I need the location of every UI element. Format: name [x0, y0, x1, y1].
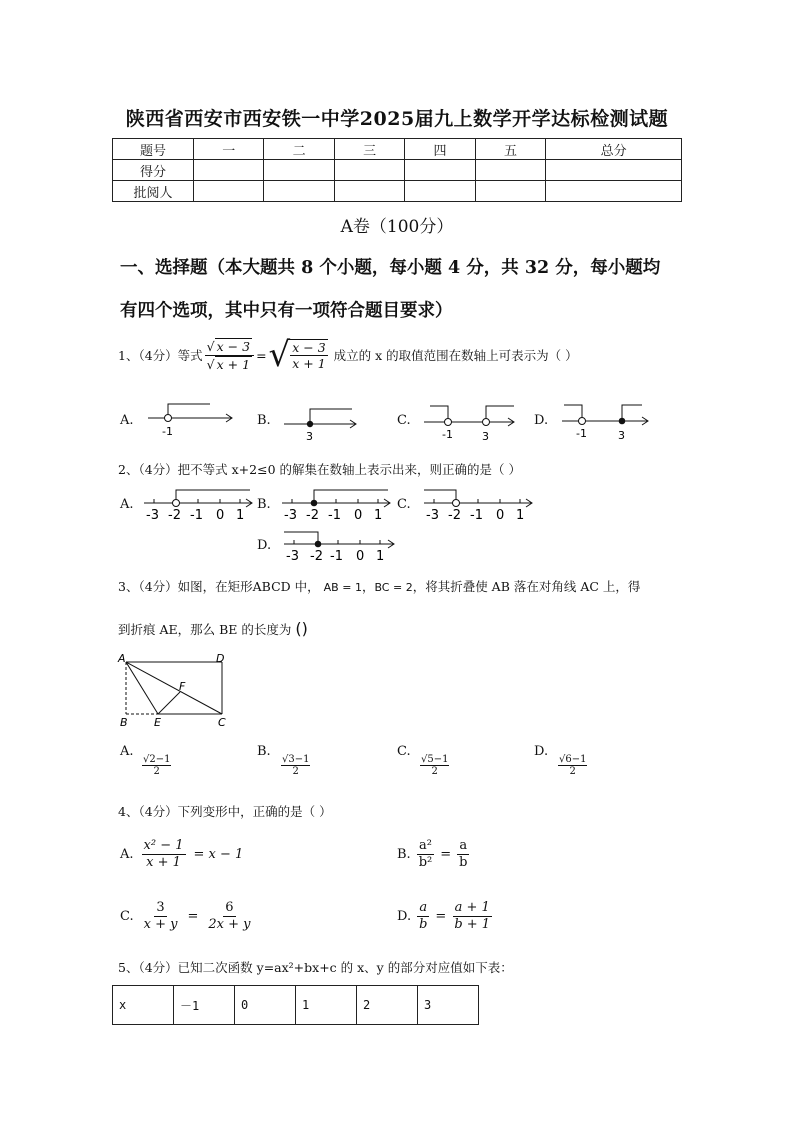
q2-number-line-a	[140, 485, 260, 525]
frac-numerator: √3−1	[282, 754, 310, 765]
q4-option-b-letter: B.	[397, 847, 411, 863]
q1-option-c[interactable]: C.	[397, 413, 411, 428]
q2-option-b[interactable]: B.	[257, 497, 271, 512]
q1-rhs-fraction	[290, 339, 327, 372]
q3-answer-parens: ()	[295, 619, 308, 638]
q2-option-a[interactable]: A.	[120, 497, 134, 512]
question-2: 2、（4分）把不等式 x+2≤0 的解集在数轴上表示出来，则正确的是（ ）	[118, 462, 521, 477]
question-5: 5、（4分）已知二次函数 y=ax²+bx+c 的 x、y 的部分对应值如下表：	[118, 960, 513, 975]
q3-option-a[interactable]	[120, 744, 134, 759]
tick-label: -2	[448, 508, 461, 523]
section-a-heading: A卷（100分）	[340, 217, 454, 237]
q3-option-b-value	[281, 754, 310, 777]
frac-numerator: a + 1	[453, 900, 492, 917]
table-cell: 2	[357, 986, 418, 1025]
table-cell[interactable]	[475, 160, 545, 181]
frac-numerator: √5−1	[421, 754, 449, 765]
frac-denominator: 2	[431, 766, 438, 777]
question-1: 1、（4分）等式 $\frac{√ x - 3}{√ x + 1}$ = √ $\frac{x - 3}{x + 1}$ 成立的 x 的取值范围在数轴上可表示为（ ）	[118, 335, 578, 376]
q1-lhs-fraction: $\frac{√ x - 3}{√ x + 1}$	[205, 338, 254, 372]
frac-numerator: a²	[417, 838, 434, 855]
table-cell: 一	[194, 139, 264, 160]
vertex-label: F	[179, 680, 186, 693]
tick-label: 3	[618, 429, 625, 442]
q2-number-line-b	[278, 485, 398, 525]
table-row	[113, 160, 682, 181]
frac-denominator: b	[459, 855, 468, 871]
table-cell: 三	[334, 139, 404, 160]
q4-c-rhs-fraction	[206, 900, 252, 934]
tick-label: -3	[284, 508, 297, 523]
q3-eq2: BC = 2	[374, 581, 413, 594]
table-cell[interactable]	[334, 160, 404, 181]
frac-numerator: 6	[223, 900, 235, 917]
q2-option-c[interactable]: C.	[397, 497, 411, 512]
q4-option-c[interactable]	[120, 900, 252, 934]
part1-heading: 一、选择题（本大题共 8 个小题，每小题 4 分，共 32 分，每小题均	[120, 258, 661, 278]
equals-sign: =	[435, 909, 447, 925]
q4-option-a[interactable]	[120, 838, 243, 872]
q4-a-fraction	[142, 838, 186, 872]
q4-d-rhs-fraction	[452, 900, 492, 934]
table-cell: 得分	[113, 160, 194, 181]
q3-option-b[interactable]	[257, 744, 271, 759]
tick-label: 1	[376, 549, 385, 564]
frac-numerator: √6−1	[559, 754, 587, 765]
q1-option-a[interactable]: A.	[120, 413, 134, 428]
q1-number-line-d	[558, 400, 653, 444]
tick-label: -1	[470, 508, 483, 523]
q4-option-d-letter: D.	[397, 909, 412, 925]
q4-d-fraction	[417, 900, 429, 934]
q3-text-c: 到折痕 AE，那么 BE 的长度为	[118, 622, 292, 637]
q2-option-d[interactable]: D.	[257, 538, 272, 553]
tick-label: 0	[354, 508, 363, 523]
q3-option-a-letter: A.	[120, 744, 134, 759]
q1-suffix: 成立的 x 的取值范围在数轴上可表示为（ ）	[333, 348, 578, 364]
tick-label: -1	[190, 508, 203, 523]
tick-label: -1	[576, 427, 587, 440]
frac-denominator: 2x + y	[208, 917, 251, 933]
q3-option-d[interactable]	[534, 744, 548, 759]
exam-title: 陕西省西安市西安铁一中学2025届九上数学开学达标检测试题	[125, 108, 669, 130]
score-table	[112, 138, 682, 202]
frac-denominator: b	[419, 917, 428, 933]
q4-b-fraction	[417, 838, 435, 872]
tick-label: -3	[146, 508, 159, 523]
tick-label: -1	[328, 508, 341, 523]
tick-label: -1	[442, 428, 453, 441]
frac-numerator: a	[457, 838, 469, 855]
tick-label: -2	[306, 508, 319, 523]
q4-c-fraction	[142, 900, 180, 934]
table-cell: 0	[235, 986, 296, 1025]
q3-option-a-value	[142, 754, 171, 777]
table-cell: 总分	[546, 139, 682, 160]
table-cell[interactable]	[194, 181, 264, 202]
tick-label: 0	[216, 508, 225, 523]
table-cell: －1	[174, 986, 235, 1025]
q1-option-b[interactable]: B.	[257, 413, 271, 428]
part1-heading-cont: 有四个选项，其中只有一项符合题目要求）	[120, 301, 453, 321]
question-4: 4、（4分）下列变形中，正确的是（ ）	[118, 804, 332, 819]
rectangle-figure	[116, 652, 236, 732]
table-cell: 五	[475, 139, 545, 160]
frac-denominator: b²	[418, 855, 433, 871]
tick-label: 1	[236, 508, 245, 523]
table-cell: 题号	[113, 139, 194, 160]
q1-number-line-c	[420, 400, 520, 444]
table-row	[113, 181, 682, 202]
q1-prefix: 1、（4分）等式	[118, 348, 203, 364]
table-cell: x	[113, 986, 174, 1025]
q1-number-line-b	[280, 400, 365, 444]
tick-label: 0	[496, 508, 505, 523]
tick-label: -2	[168, 508, 181, 523]
table-cell: 3	[418, 986, 479, 1025]
q5-value-table	[112, 985, 479, 1025]
q4-a-rhs: = x − 1	[193, 847, 244, 863]
table-cell[interactable]	[264, 160, 334, 181]
table-cell: 批阅人	[113, 181, 194, 202]
tick-label: 3	[306, 430, 313, 443]
q2-number-line-d	[280, 526, 400, 566]
tick-label: -3	[286, 549, 299, 564]
frac-numerator: x² − 1	[142, 838, 186, 855]
table-cell[interactable]	[334, 181, 404, 202]
frac-numerator: √2−1	[143, 754, 171, 765]
tick-label: 0	[356, 549, 365, 564]
frac-denominator: 2	[292, 766, 299, 777]
q3-text-b: ，将其折叠使 AB 落在对角线 AC 上，得	[412, 579, 641, 594]
q1-rhs-den: x + 1	[292, 356, 326, 372]
table-cell[interactable]	[475, 181, 545, 202]
frac-denominator: 2	[153, 766, 160, 777]
q4-option-b[interactable]	[397, 838, 469, 872]
table-cell: 四	[405, 139, 475, 160]
q3-option-b-letter: B.	[257, 744, 271, 759]
frac-numerator: a	[417, 900, 429, 917]
q3-option-c-letter: C.	[397, 744, 411, 759]
q3-option-c-value	[420, 754, 449, 777]
vertex-label: D	[216, 652, 225, 665]
q1-option-d[interactable]: D.	[534, 413, 549, 428]
q1-rhs-num: x − 3	[292, 339, 326, 355]
frac-denominator: x + y	[143, 917, 178, 933]
table-cell: 二	[264, 139, 334, 160]
question-3-cont	[118, 619, 308, 638]
q1-lhs-den: x + 1	[216, 356, 251, 372]
table-cell[interactable]	[194, 160, 264, 181]
q4-option-c-letter: C.	[120, 909, 134, 925]
frac-denominator: x + 1	[146, 855, 181, 871]
vertex-label: A	[118, 652, 126, 665]
tick-label: -2	[310, 549, 323, 564]
frac-denominator: b + 1	[454, 917, 491, 933]
vertex-label: B	[120, 716, 128, 729]
vertex-label: E	[154, 716, 161, 729]
q3-option-d-letter: D.	[534, 744, 549, 759]
q1-number-line-a	[144, 400, 239, 440]
q1-lhs-num: x − 3	[216, 339, 251, 354]
table-cell: 1	[296, 986, 357, 1025]
table-cell[interactable]	[264, 181, 334, 202]
table-cell[interactable]	[405, 160, 475, 181]
question-3: 3、（4分）如图，在矩形ABCD 中， AB = 1，BC = 2，将其折叠使 AB 落在对角线 AC 上，得	[118, 579, 641, 594]
tick-label: -1	[162, 425, 173, 438]
q3-text-a: 3、（4分）如图，在矩形ABCD 中，	[118, 579, 320, 594]
table-row	[113, 986, 479, 1025]
table-cell[interactable]	[546, 160, 682, 181]
equals-sign: =	[440, 847, 452, 863]
table-row	[113, 139, 682, 160]
equals-sign: =	[187, 909, 199, 925]
frac-numerator: 3	[154, 900, 166, 917]
q4-option-a-letter: A.	[120, 847, 134, 863]
q4-b-rhs-fraction	[457, 838, 469, 872]
q3-eq1: AB = 1	[323, 581, 362, 594]
q3-option-c[interactable]	[397, 744, 411, 759]
q2-number-line-c	[420, 485, 540, 525]
tick-label: 1	[516, 508, 525, 523]
frac-denominator: 2	[569, 766, 576, 777]
vertex-label: C	[218, 716, 226, 729]
table-cell[interactable]	[546, 181, 682, 202]
q3-option-d-value	[558, 754, 587, 777]
tick-label: -1	[330, 549, 343, 564]
tick-label: 1	[374, 508, 383, 523]
tick-label: 3	[482, 430, 489, 443]
q4-option-d[interactable]	[397, 900, 492, 934]
tick-label: -3	[426, 508, 439, 523]
table-cell[interactable]	[405, 181, 475, 202]
